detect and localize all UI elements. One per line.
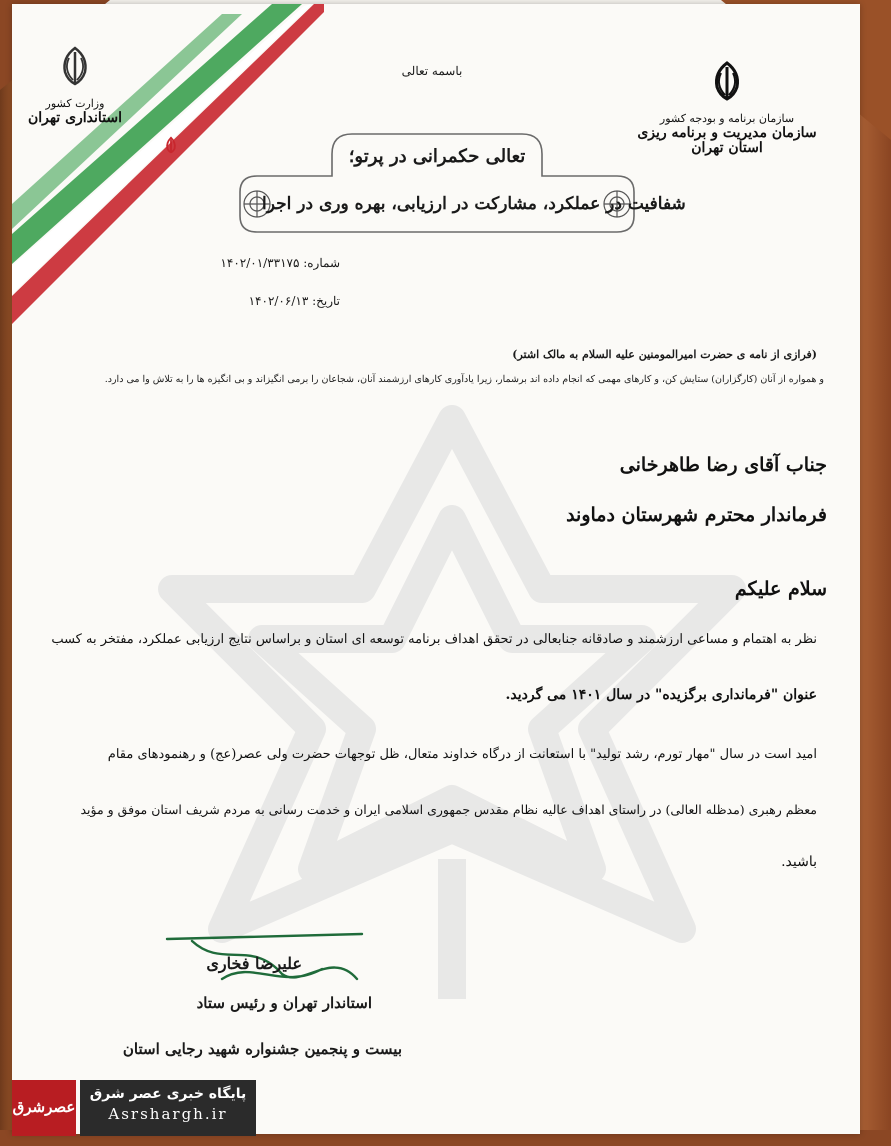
- slogan-line1: تعالی حکمرانی در پرتو؛: [348, 146, 526, 167]
- right-org-line1: سازمان برنامه و بودجه کشور: [659, 112, 795, 125]
- iran-emblem-icon: [53, 44, 97, 88]
- slogan-line2: شفافیت در عملکرد، مشارکت در ارزیابی، بهره وری در اجرا: [262, 194, 686, 214]
- left-org-emblem: [20, 44, 130, 126]
- para2-line3: باشید.: [781, 854, 817, 870]
- greeting: سلام علیکم: [734, 578, 827, 600]
- left-org-line1: وزارت کشور: [45, 97, 105, 110]
- signatory-name: علیرضا فخاری: [206, 954, 302, 973]
- letter-number: شماره: ۱۴۰۲/۰۱/۳۳۱۷۵: [220, 256, 340, 270]
- iran-emblem-icon: [705, 59, 749, 103]
- para1-line2: عنوان "فرمانداری برگزیده" در سال ۱۴۰۱ می گردید.: [505, 687, 817, 703]
- left-org-line2: استانداری تهران: [27, 110, 123, 126]
- tulip-emblem-icon: [162, 136, 180, 154]
- recipient-name: جناب آقای رضا طاهرخانی: [619, 454, 827, 476]
- para1-line1: نظر به اهتمام و مساعی ارزشمند و صادقانه جنابعالی در تحقق اهداف برنامه توسعه ای استان و براساس نتایج ارزیابی عملکرد، مفتخر به کسب: [51, 632, 817, 647]
- letter-date: تاریخ: ۱۴۰۲/۰۶/۱۳: [248, 294, 340, 308]
- para2-line1: امید است در سال "مهار تورم، رشد تولید" با استعانت از درگاه خداوند متعال، ظل توجهات حضرت ولی عصر(عج) و رهنمودهای مقام: [107, 747, 817, 762]
- signatory-title: استاندار تهران و رئیس ستاد: [196, 994, 372, 1012]
- news-site-logo: عصرشرق: [12, 1080, 76, 1136]
- news-site-title: پایگاه خبری عصر شرق: [89, 1086, 247, 1102]
- recipient-title: فرماندار محترم شهرستان دماوند: [566, 504, 827, 526]
- quote-text: و همواره از آنان (کارگزاران) ستایش کن، و کارهای مهمی که انجام داده اند برشمار، زیرا یادآوری کارهای ارزشمند آنان، شجاعان را برمی انگیزاند و بی انگیزه ها را به تلاش وا می دارد.: [104, 374, 824, 385]
- invocation: باسمه تعالی: [401, 64, 463, 78]
- news-site-url: Asrshargh.ir: [108, 1105, 228, 1123]
- right-org-emblem: [622, 59, 832, 156]
- right-org-line2: سازمان مدیریت و برنامه ریزی استان تهران: [637, 125, 817, 156]
- slogan-frame: [222, 124, 686, 244]
- letter-paper: [12, 4, 860, 1134]
- quote-source: (فرازی از نامه ی حضرت امیرالمومنین علیه السلام به مالک اشتر): [512, 348, 817, 361]
- para2-line2: معظم رهبری (مدظله العالی) در راستای اهداف عالیه نظام مقدس جمهوری اسلامی ایران و خدمت رسانی به مردم شریف استان موفق و مؤید: [80, 802, 817, 817]
- festival-name: بیست و پنجمین جشنواره شهید رجایی استان: [122, 1040, 402, 1058]
- news-site-banner: [80, 1080, 256, 1136]
